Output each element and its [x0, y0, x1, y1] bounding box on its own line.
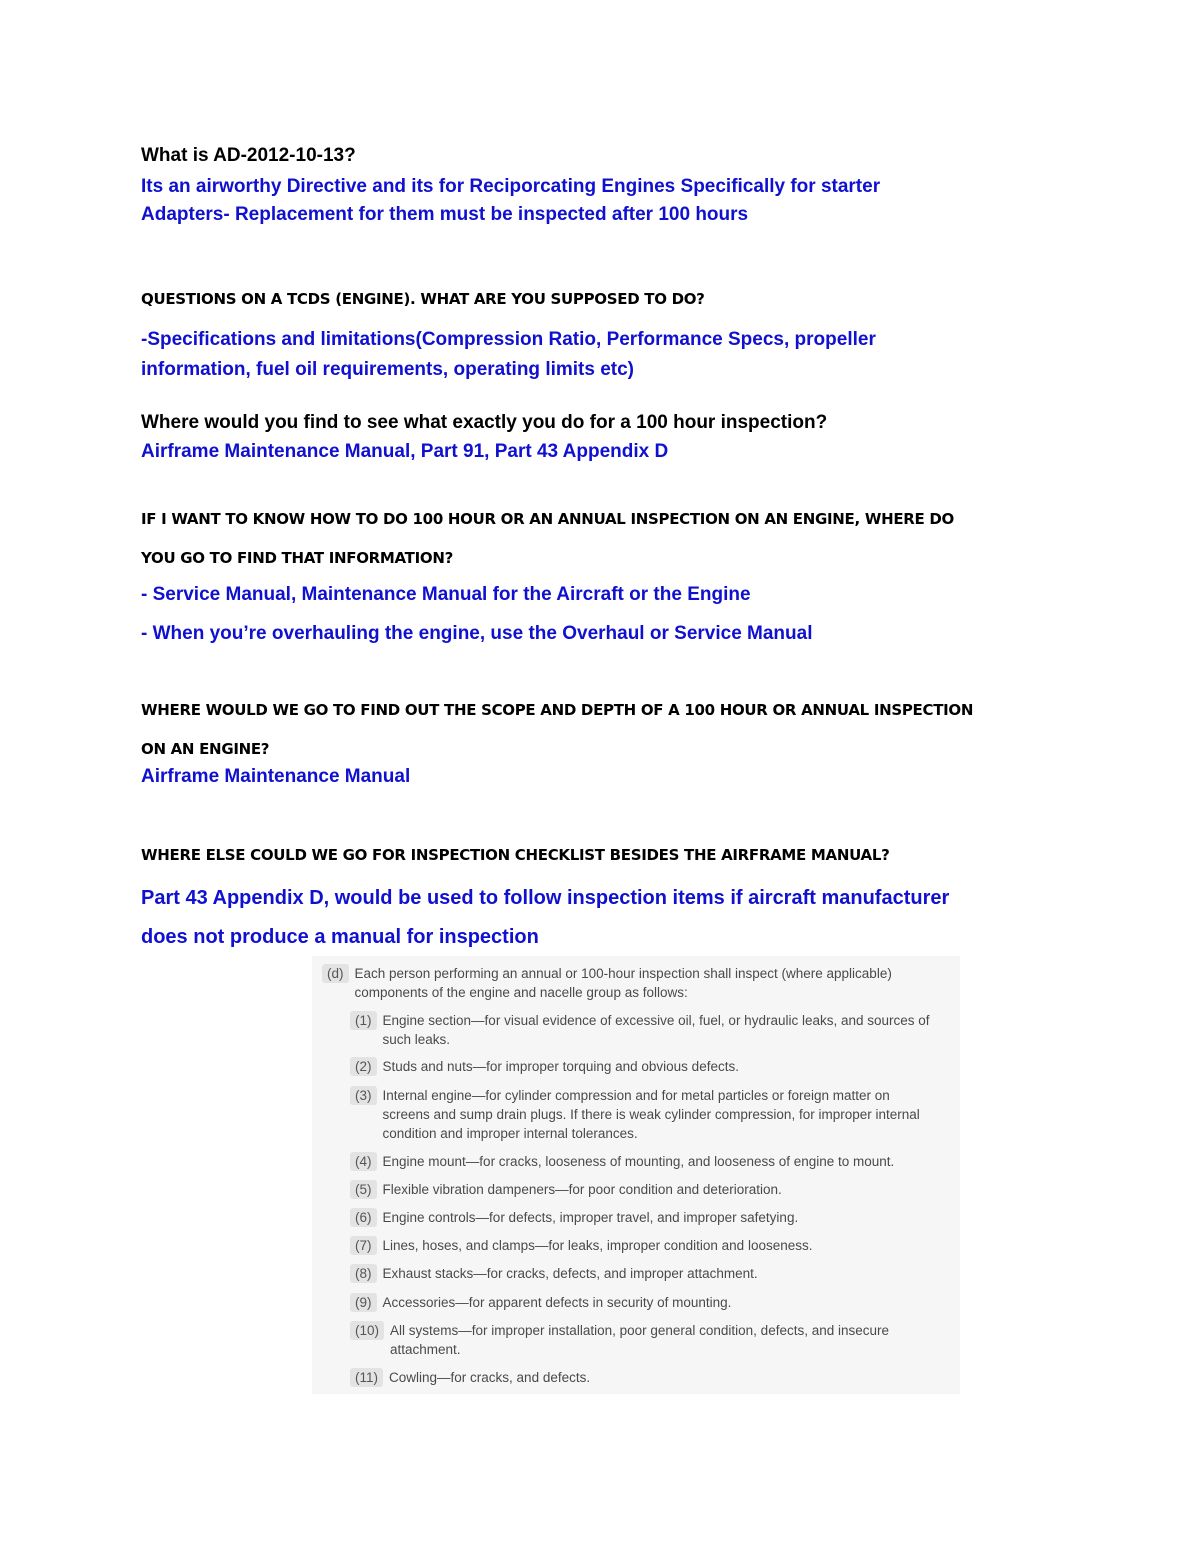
item-text	[383, 1057, 739, 1076]
item-text	[383, 1208, 799, 1227]
item-text	[383, 1152, 895, 1171]
excerpt-paragraph-d	[322, 964, 892, 1002]
text-line: Studs and nuts—for improper torquing and obvious defects.	[382, 1059, 739, 1074]
excerpt-item	[350, 1086, 920, 1143]
text-line: condition and improper internal tolerances.	[382, 1126, 638, 1141]
item-number: (4)	[350, 1152, 377, 1171]
item-number: (2)	[350, 1057, 377, 1076]
item-text	[389, 1368, 590, 1387]
question-line: ON AN ENGINE?	[141, 740, 270, 758]
question-tcds-engine: QUESTIONS ON A TCDS (ENGINE). WHAT ARE YOU SUPPOSED TO DO?	[141, 290, 705, 308]
item-text	[383, 1011, 930, 1049]
excerpt-item	[350, 1011, 930, 1049]
answer-100-hour-what: Airframe Maintenance Manual, Part 91, Part 43 Appendix D	[141, 441, 669, 462]
question-line: IF I WANT TO KNOW HOW TO DO 100 HOUR OR AN ANNUAL INSPECTION ON AN ENGINE, WHERE DO	[141, 510, 954, 528]
text-line: Each person performing an annual or 100-hour inspection shall inspect (where applicable)	[354, 966, 892, 981]
question-line: YOU GO TO FIND THAT INFORMATION?	[141, 549, 453, 567]
paragraph-text	[355, 964, 892, 1002]
text-line: Internal engine—for cylinder compression and for metal particles or foreign matter on	[382, 1088, 890, 1103]
excerpt-item	[350, 1264, 758, 1283]
excerpt-item	[350, 1208, 798, 1227]
answer-line: - When you’re overhauling the engine, use the Overhaul or Service Manual	[141, 623, 813, 644]
answer-line: - Service Manual, Maintenance Manual for the Aircraft or the Engine	[141, 584, 751, 605]
text-line: screens and sump drain plugs. If there is weak cylinder compression, for improper internal	[382, 1107, 920, 1122]
text-line: All systems—for improper installation, poor general condition, defects, and insecure	[390, 1323, 890, 1338]
answer-scope-and-depth: Airframe Maintenance Manual	[141, 766, 411, 787]
item-text	[383, 1236, 813, 1255]
text-line: attachment.	[390, 1342, 461, 1357]
question-100-hour-what: Where would you find to see what exactly you do for a 100 hour inspection?	[141, 412, 828, 433]
excerpt-item	[350, 1057, 739, 1076]
item-number: (5)	[350, 1180, 377, 1199]
question-how-to-inspect-engine	[141, 500, 954, 578]
answer-line: Part 43 Appendix D, would be used to follow inspection items if aircraft manufacturer	[141, 887, 950, 909]
part-43-appendix-d-excerpt	[312, 956, 960, 1394]
text-line: Engine controls—for defects, improper travel, and improper safetying.	[382, 1210, 799, 1225]
text-line: Flexible vibration dampeners—for poor condition and deterioration.	[382, 1182, 782, 1197]
answer-ad-2012-10-13	[141, 173, 880, 229]
answer-inspection-checklist	[141, 879, 949, 957]
item-number: (11)	[350, 1368, 383, 1387]
answer-line: information, fuel oil requirements, operating limits etc)	[141, 359, 635, 380]
answer-tcds-engine	[141, 325, 876, 385]
item-text	[383, 1086, 920, 1143]
question-ad-2012-10-13: What is AD-2012-10-13?	[141, 145, 356, 166]
excerpt-item	[350, 1236, 812, 1255]
item-text	[390, 1321, 889, 1359]
question-line: WHERE WOULD WE GO TO FIND OUT THE SCOPE AND DEPTH OF A 100 HOUR OR ANNUAL INSPECTION	[141, 701, 974, 719]
excerpt-item	[350, 1321, 889, 1359]
item-number: (10)	[350, 1321, 384, 1340]
item-text	[383, 1293, 732, 1312]
question-inspection-checklist: WHERE ELSE COULD WE GO FOR INSPECTION CHECKLIST BESIDES THE AIRFRAME MANUAL?	[141, 846, 890, 864]
item-number: (6)	[350, 1208, 377, 1227]
answer-how-to-inspect-engine	[141, 575, 813, 653]
item-number: (7)	[350, 1236, 377, 1255]
item-number: (9)	[350, 1293, 377, 1312]
answer-line: Adapters- Replacement for them must be inspected after 100 hours	[141, 204, 749, 225]
answer-line: does not produce a manual for inspection	[141, 926, 539, 948]
text-line: such leaks.	[382, 1032, 451, 1047]
text-line: Engine section—for visual evidence of excessive oil, fuel, or hydraulic leaks, and sources of	[382, 1013, 930, 1028]
text-line: Accessories—for apparent defects in security of mounting.	[382, 1295, 732, 1310]
text-line: Engine mount—for cracks, looseness of mounting, and looseness of engine to mount.	[382, 1154, 895, 1169]
item-number: (3)	[350, 1086, 377, 1105]
item-number: (1)	[350, 1011, 377, 1030]
question-scope-and-depth	[141, 691, 973, 769]
excerpt-item	[350, 1293, 731, 1312]
paragraph-number: (d)	[322, 964, 349, 983]
item-text	[383, 1180, 782, 1199]
answer-line: -Specifications and limitations(Compression Ratio, Performance Specs, propeller	[141, 329, 876, 350]
item-text	[383, 1264, 758, 1283]
answer-line: Its an airworthy Directive and its for Reciporcating Engines Specifically for starter	[141, 176, 881, 197]
excerpt-item	[350, 1368, 590, 1387]
excerpt-item	[350, 1180, 782, 1199]
text-line: components of the engine and nacelle group as follows:	[354, 985, 688, 1000]
text-line: Exhaust stacks—for cracks, defects, and improper attachment.	[382, 1266, 758, 1281]
item-number: (8)	[350, 1264, 377, 1283]
text-line: Lines, hoses, and clamps—for leaks, improper condition and looseness.	[382, 1238, 813, 1253]
excerpt-item	[350, 1152, 894, 1171]
text-line: Cowling—for cracks, and defects.	[389, 1370, 591, 1385]
